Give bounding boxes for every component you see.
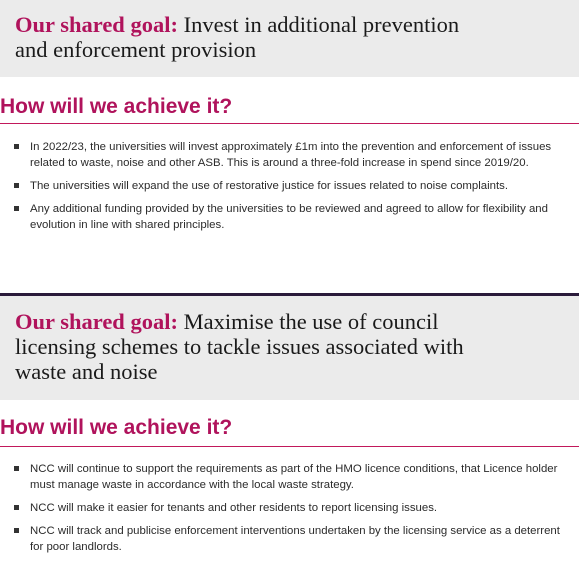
- bullet-text: The universities will expand the use of restorative justice for issues related to noise complaints.: [30, 180, 509, 192]
- goal-statement-2: [0, 296, 579, 384]
- list-item: [0, 201, 575, 233]
- list-item: [0, 178, 575, 194]
- bullet-text: Any additional funding provided by the universities to be reviewed and agreed to allow for flexibility and evolution in line with shared principles.: [30, 203, 548, 231]
- bullet-text: NCC will make it easier for tenants and other residents to report licensing issues.: [30, 502, 438, 514]
- square-bullet-icon: [14, 505, 19, 510]
- goal-statement-1: [0, 0, 579, 62]
- square-bullet-icon: [14, 206, 19, 211]
- list-item: [0, 500, 575, 516]
- square-bullet-icon: [14, 183, 19, 188]
- bullet-text: NCC will track and publicise enforcement interventions undertaken by the licensing service as a deterrent for poor landlords.: [30, 525, 560, 553]
- goal-prefix: Our shared goal:: [15, 12, 178, 37]
- bullet-text: NCC will continue to support the requirements as part of the HMO licence conditions, that Licence holder must manage waste in accordance with the local waste strategy.: [30, 463, 558, 491]
- bullet-list-1: [0, 139, 575, 240]
- square-bullet-icon: [14, 528, 19, 533]
- bullet-list-2: [0, 461, 575, 562]
- section-heading-2: How will we achieve it?: [0, 416, 233, 439]
- square-bullet-icon: [14, 466, 19, 471]
- section-heading-1: How will we achieve it?: [0, 95, 233, 118]
- list-item: [0, 139, 575, 171]
- heading-underline: [0, 123, 579, 124]
- goal-box-1: [0, 0, 579, 77]
- list-item: [0, 523, 575, 555]
- square-bullet-icon: [14, 144, 19, 149]
- goal-text-line: and enforcement provision: [15, 37, 257, 62]
- goal-text-line: Maximise the use of council: [177, 309, 439, 334]
- goal-text-line: licensing schemes to tackle issues associated with: [15, 334, 464, 359]
- goal-text-line: Invest in additional prevention: [177, 12, 460, 37]
- goal-box-2: [0, 296, 579, 400]
- goal-prefix: Our shared goal:: [15, 309, 178, 334]
- heading-underline: [0, 446, 579, 447]
- list-item: [0, 461, 575, 493]
- goal-text-line: waste and noise: [15, 359, 158, 384]
- bullet-text: In 2022/23, the universities will invest approximately £1m into the prevention and enforcement of issues related to waste, noise and other ASB. This is around a three-fold increase in spend since 2019/20.: [30, 141, 552, 169]
